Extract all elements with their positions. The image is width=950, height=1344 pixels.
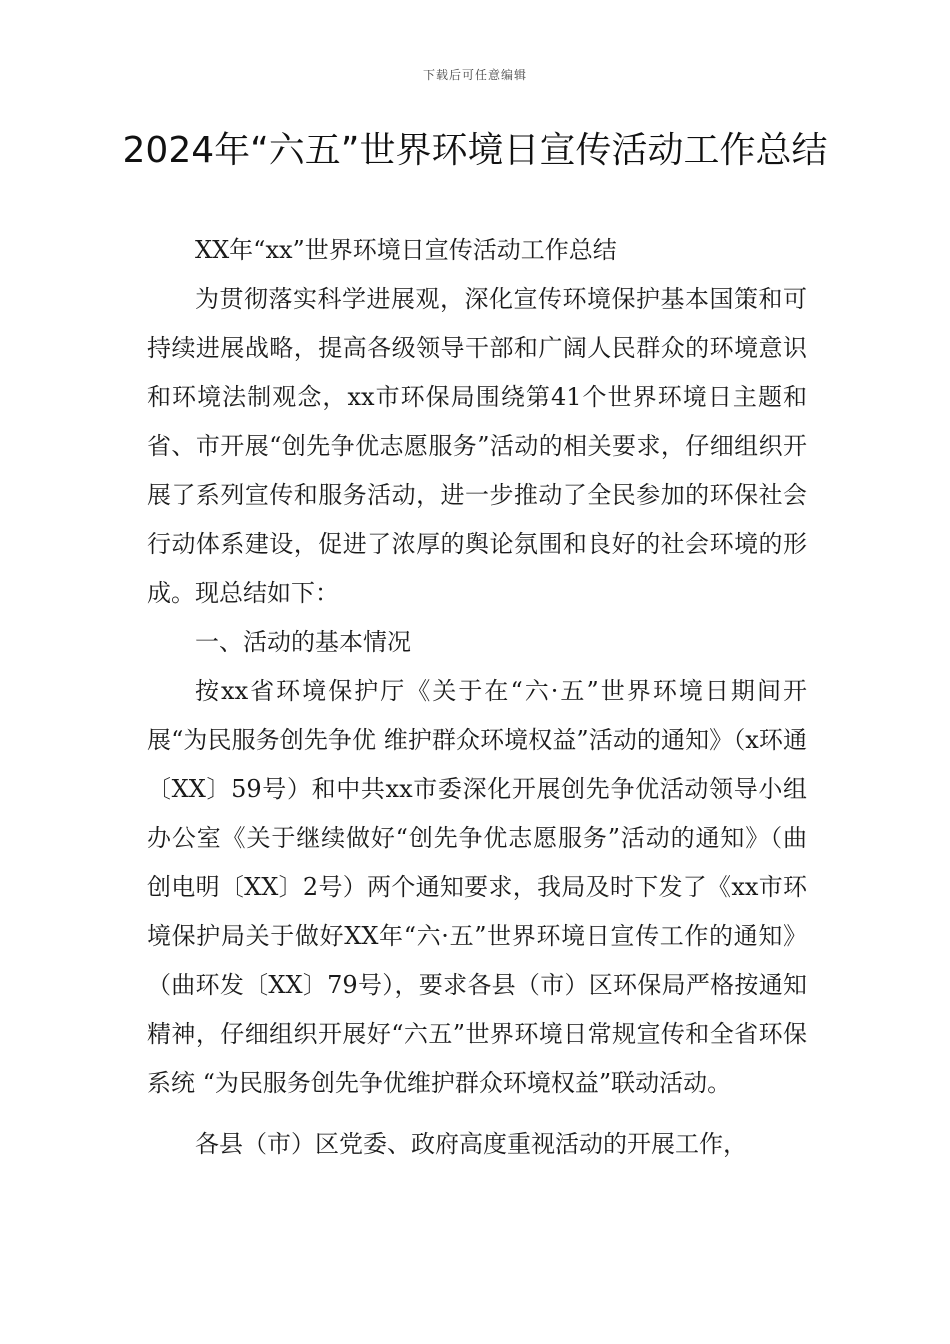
header-note: 下载后可任意编辑	[422, 68, 527, 82]
document-title: 2024年“六五”世界环境日宣传活动工作总结	[122, 130, 828, 171]
paragraph-subtitle: XX年“xx”世界环境日宣传活动工作总结	[195, 236, 617, 264]
paragraph-intro: 为贯彻落实科学进展观，深化宣传环境保护基本国策和可持续进展战略，提高各级领导干部和广阔人民群众的环境意识和环境法制观念，xx市环保局围绕第41个世界环境日主题和省、市开展“创先争优志愿服务”活动的相关要求，仔细组织开展了系列宣传和服务活动，进一步推动了全民参加的环保社会行动体系建设，促进了浓厚的舆论氛围和良好的社会环境的形成。现总结如下：	[147, 285, 807, 607]
paragraph-counties: 各县（市）区党委、政府高度重视活动的开展工作，	[195, 1130, 747, 1158]
paragraph-basic-situation: 按xx省环境保护厅《关于在“六·五”世界环境日期间开展“为民服务创先争优 维护群众环境权益”活动的通知》（x环通〔XX〕59号）和中共xx市委深化开展创先争优活动领导小组办公室《关于继续做好“创先争优志愿服务”活动的通知》（曲创电明〔XX〕2号）两个通知要求，我局及时下发了《xx市环境保护局关于做好XX年“六·五”世界环境日宣传工作的通知》（曲环发〔XX〕79号），要求各县（市）区环保局严格按通知精神，仔细组织开展好“六五”世界环境日常规宣传和全省环保系统 “为民服务创先争优维护群众环境权益”联动活动。	[147, 677, 807, 1097]
document-body	[147, 226, 807, 1169]
section-heading: 一、活动的基本情况	[195, 628, 411, 656]
